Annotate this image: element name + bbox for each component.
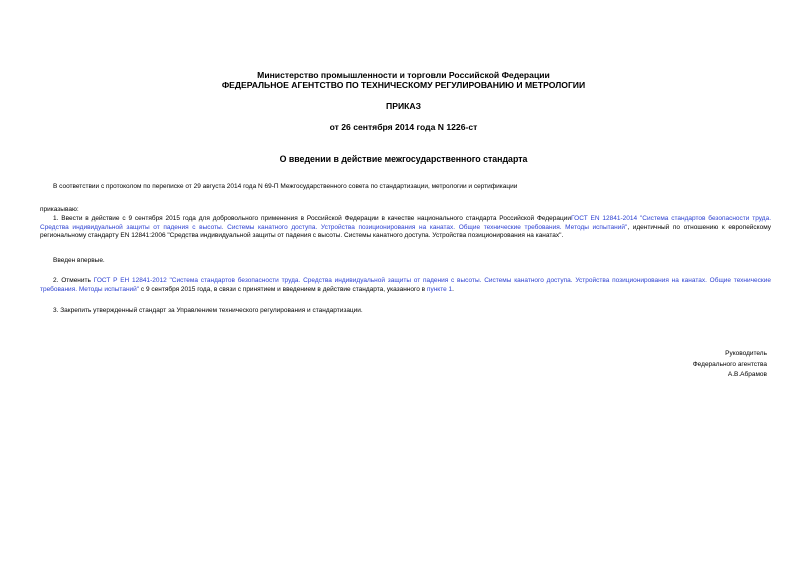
first-time-note: Введен впервые. <box>53 257 105 264</box>
signature-organization: Федерального агентства <box>692 360 767 368</box>
document-type: ПРИКАЗ <box>386 101 421 111</box>
item-2-prefix: 2. Отменить <box>53 277 94 284</box>
signature-block <box>693 349 767 381</box>
item-3-paragraph: 3. Закрепить утвержденный стандарт за Управлением технического регулирования и стандартизации. <box>53 307 363 314</box>
item-1-reference-link[interactable]: пункте 1 <box>426 285 453 293</box>
ministry-title: Министерство промышленности и торговли Российской Федерации <box>257 70 550 80</box>
item-1-paragraph <box>40 215 771 241</box>
item-2-end: . <box>452 285 454 293</box>
item-1-prefix: 1. Ввести в действие с 9 сентября 2015 года для добровольного применения в Российской Федерации в качестве национального стандарта Российской Федерации <box>53 215 572 222</box>
protocol-paragraph: В соответствии с протоколом по переписке от 29 августа 2014 года N 69-П Межгосударственного совета по стандартизации, метрологии и сертификации <box>53 183 518 190</box>
signature-position: Руководитель <box>725 350 767 357</box>
item-2-middle: с 9 сентября 2015 года, в связи с принятием и введением в действие стандарта, указанного в <box>139 285 427 293</box>
gost-r-en-12841-2012-link[interactable]: ГОСТ Р ЕН 12841-2012 "Система стандартов безопасности труда. Средства индивидуальной защиты от падения с высоты. Системы канатного доступа. Устройства позиционирования на канатах. Общие технические требования. Методы испытаний" <box>40 277 771 293</box>
document-date-number: от 26 сентября 2014 года N 1226-ст <box>329 122 478 132</box>
agency-title: ФЕДЕРАЛЬНОЕ АГЕНТСТВО ПО ТЕХНИЧЕСКОМУ РЕГУЛИРОВАНИЮ И МЕТРОЛОГИИ <box>221 80 586 90</box>
signature-name: А.В.Абрамов <box>727 371 767 378</box>
document-subject: О введении в действие межгосударственного стандарта <box>279 154 528 164</box>
gost-en-12841-2014-link[interactable]: ГОСТ EN 12841-2014 "Система стандартов безопасности труда. Средства индивидуальной защиты от падения с высоты. Системы канатного доступа. Устройства позиционирования на канатах. Общие технические требования. Методы испытаний" <box>40 215 772 231</box>
order-word: приказываю: <box>40 206 79 213</box>
item-2-paragraph <box>40 277 771 294</box>
item-1-suffix: , идентичный по отношению к европейскому региональному стандарту EN 12841:2006 "Средства индивидуальной защиты от падения с высоты. Системы канатного доступа. Устройства позиционирования на канатах". <box>40 223 772 240</box>
